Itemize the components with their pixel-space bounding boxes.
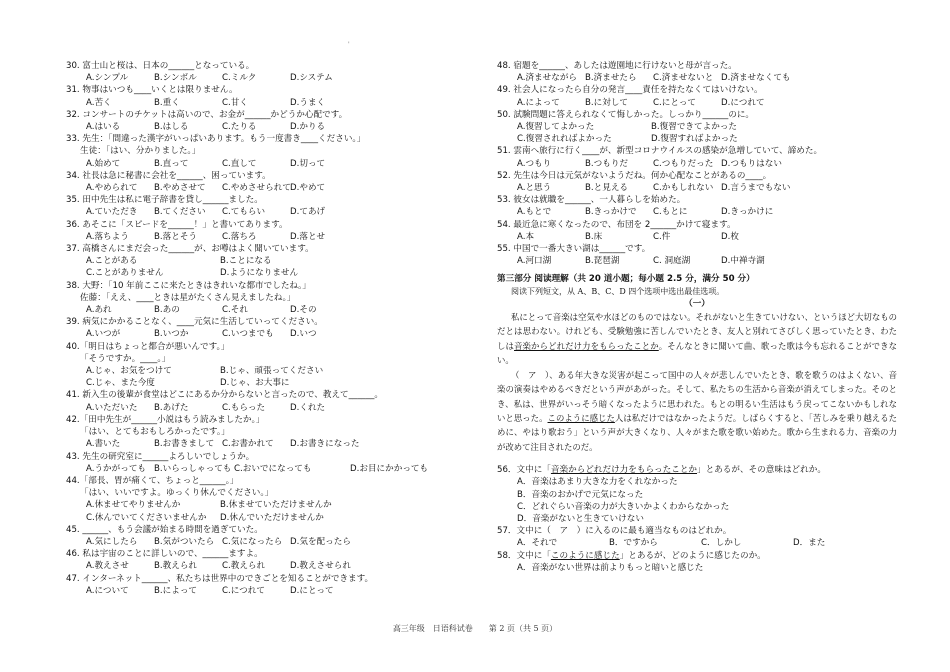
answer-option: D.くれた xyxy=(290,402,326,413)
answer-option: A.いつが xyxy=(86,329,121,340)
question-stem: 44.「部長、胃が痛くて、ちょっと______。」 xyxy=(66,475,239,486)
question-dialogue-line: 生徒：「はい、分かりました。」 xyxy=(80,146,201,157)
answer-option: D.落とせ xyxy=(290,231,326,242)
answer-option: C.件 xyxy=(653,231,671,242)
answer-option: B.に対して xyxy=(585,97,629,108)
question-stem: 42.「田中先生が______小説はもう読みましたか。」 xyxy=(66,414,265,425)
q58-underlined: このように感じた xyxy=(550,550,620,561)
p2-text-a: （ ア ）、ある年大きな災害が起こって国中の人々が悲しんでいたとき、歌を歌うのはよくない、音楽の演奏はやめるべきだという声があがった。そして、私たちの生活から音楽が消えてしまった。そのとき、私は、世界がいっそう暗くなったように思われた。もとの明るい生活はもう戻ってこないかもしれないと思った。 xyxy=(497,369,897,423)
answer-option: C.につれて xyxy=(222,585,265,596)
answer-option: A.落ちよう xyxy=(86,231,129,242)
option-row xyxy=(66,72,476,84)
answer-option: B.直って xyxy=(154,158,189,169)
question-stem: 31. 物事はいつも____いくとは限りません。 xyxy=(66,85,238,96)
option-row xyxy=(497,121,897,133)
q56-underlined: 音楽からどれだけ力をもらったことか xyxy=(550,465,698,476)
q56-post: 」とあるが、その意味はどれか。 xyxy=(697,465,826,476)
answer-option: B.と見える xyxy=(585,183,629,194)
p2-underlined: このように感じた xyxy=(547,412,615,423)
answer-option: B.じゃ、頑張ってください xyxy=(220,366,324,377)
option-row xyxy=(497,255,897,267)
answer-option: D.お目にかかっても xyxy=(350,463,429,474)
q57-option: A．それで xyxy=(517,538,558,549)
answer-option: D.気を配ったら xyxy=(290,536,351,547)
q58-option: A．音楽がない世界は前よりもっと暗いと感じた xyxy=(517,562,704,573)
answer-option: B.復習できてよかった xyxy=(651,122,737,133)
question-stem: 35. 田中先生は私に電子辞書を貸し______ました。 xyxy=(66,195,263,206)
option-row xyxy=(66,206,476,218)
answer-option: A.はいる xyxy=(86,122,121,133)
question-stem: 41. 新入生の後輩が食堂はどこにあるか分からないと言ったので、教えて______。 xyxy=(66,390,384,401)
answer-option: A.ことがある xyxy=(86,256,138,267)
answer-option: B.やめさせて xyxy=(154,183,206,194)
answer-option: D.いつ xyxy=(290,329,317,340)
answer-option: D.枚 xyxy=(721,231,739,242)
q57-options xyxy=(497,537,897,549)
answer-option: C.もとに xyxy=(653,207,688,218)
answer-option: D.かりる xyxy=(290,122,326,133)
passage-paragraph-1 xyxy=(497,310,897,368)
page-footer: 高三年级 日语科试卷 第 2 页（共 5 页） xyxy=(392,624,558,633)
option-row xyxy=(66,499,476,511)
answer-option: B.済ませたら xyxy=(585,73,637,84)
question-dialogue-line: 「はい、いいですよ。ゆっくり休んでください。」 xyxy=(80,488,274,499)
option-row xyxy=(66,536,476,548)
answer-option: A.と思う xyxy=(517,183,552,194)
answer-option: D.につれて xyxy=(721,97,765,108)
answer-option: A.シンプル xyxy=(86,73,129,84)
answer-option: D.うまく xyxy=(290,97,326,108)
answer-option: C.おいでになっても xyxy=(234,463,312,474)
question-stem: 34. 社長は急に秘書に会社を______、困っています。 xyxy=(66,170,271,181)
question-58 xyxy=(497,550,897,562)
answer-option: D.きっかけに xyxy=(721,207,774,218)
right-column xyxy=(497,60,897,574)
question-stem: 48. 宿題を______、あしたは遊園地に行けないと母が言った。 xyxy=(497,61,737,71)
answer-option: C.気になったら xyxy=(222,536,283,547)
answer-option: C.落ちろ xyxy=(222,231,257,242)
answer-option: B.床 xyxy=(585,231,603,242)
question-stem: 30. 富士山と桜は、日本の______となっている。 xyxy=(66,61,255,71)
question-stem: 51. 雲南へ旅行に行く____が、新型コロナウイルスの感染が急増していて、諦めた。 xyxy=(497,146,823,157)
answer-option: B.つもりだ xyxy=(585,158,629,169)
question-stem: 47. インターネット______、私たちは世界中のできごとを知ることができます。 xyxy=(66,573,374,584)
option-row xyxy=(66,158,476,170)
option-row xyxy=(66,97,476,109)
answer-option: A.あれ xyxy=(86,305,112,316)
q56-option: A．音楽はあまり大きな力をくれなかった xyxy=(517,477,678,488)
option-row xyxy=(66,267,476,279)
option-row xyxy=(66,255,476,267)
answer-option: C.たりる xyxy=(222,122,257,133)
answer-option: A.復習してよかった xyxy=(517,122,595,133)
answer-option: A.やめられて xyxy=(86,183,138,194)
answer-option: C.かもしれない xyxy=(653,183,714,194)
question-57: 57．文中に（ ア ）に入るのに最も適当なものはどれか。 xyxy=(497,526,732,537)
option-row xyxy=(66,402,476,414)
q58-post: 」とあるが、どのように感じたのか。 xyxy=(619,550,766,561)
answer-option: C.お書かれて xyxy=(222,439,274,450)
question-stem: 45. ______、もう会議が始まる時間を過ぎていた。 xyxy=(66,524,263,535)
answer-option: D.切って xyxy=(290,158,326,169)
answer-option: C.つもりだった xyxy=(653,158,714,169)
answer-option: C. 洞庭湖 xyxy=(653,256,691,267)
answer-option: B.てください xyxy=(154,207,206,218)
question-stem: 55. 中国で一番大きい湖は______です。 xyxy=(497,244,651,255)
answer-option: A.つもり xyxy=(517,158,552,169)
answer-option: A.もとで xyxy=(517,207,552,218)
question-stem: 46. 私は宇宙のことに詳しいので、______ますよ。 xyxy=(66,549,263,560)
answer-option: A.休ませてやりませんか xyxy=(86,500,181,511)
answer-option: C.もらった xyxy=(222,402,266,413)
answer-option: C.やめさせられて xyxy=(222,183,291,194)
answer-option: C.済ませないと xyxy=(653,73,714,84)
option-row xyxy=(66,438,476,450)
answer-option: B.シンボル xyxy=(154,73,197,84)
option-row xyxy=(497,182,897,194)
question-stem: 38. 大野：「10 年前ここに来たときはきれいな都市でしたね。」 xyxy=(66,280,311,291)
question-stem: 37. 高橋さんにまだ会った______が、お噂はよく聞いています。 xyxy=(66,244,314,255)
answer-option: B.休ませていただけませんか xyxy=(220,500,332,511)
option-row xyxy=(497,206,897,218)
question-dialogue-line: 佐藤：「ええ、____ときは星がたくさん見えましたね。」 xyxy=(80,292,296,303)
q57-option: D．また xyxy=(793,538,826,549)
option-row xyxy=(66,365,476,377)
answer-option: B.教えられ xyxy=(154,561,198,572)
section3-instruction: 阅读下列短文，从 A、B、C、D 四个选项中选出最佳选项。 xyxy=(511,286,725,296)
answer-option: D.済ませなくても xyxy=(721,73,791,84)
answer-option: B.お書きまして xyxy=(154,439,215,450)
answer-option: A.によって xyxy=(517,97,560,108)
answer-option: A.うかがっても xyxy=(86,463,147,474)
answer-option: A.本 xyxy=(517,231,535,242)
answer-option: D.じゃ、お大事に xyxy=(220,378,290,389)
answer-option: A.河口湖 xyxy=(517,256,552,267)
answer-option: B.いらっしゃっても xyxy=(154,463,232,474)
q57-option: B．ですから xyxy=(609,538,658,549)
answer-option: D.その xyxy=(290,305,317,316)
answer-option: C.ミルク xyxy=(222,73,257,84)
answer-option: B.ことになる xyxy=(220,256,272,267)
answer-option: B.あの xyxy=(154,305,180,316)
section3-title: 第三部分 阅读理解（共 20 道小题；每小题 2.5 分，满分 50 分） xyxy=(497,274,755,285)
answer-option: D.システム xyxy=(290,73,333,84)
option-row xyxy=(497,158,897,170)
answer-option: B.あげた xyxy=(154,402,189,413)
question-stem: 32. コンサートのチケットは高いので、お金が______かどうか心配です。 xyxy=(66,109,348,120)
question-stem: 36. あそこに「スピードを______！」と書いてあります。 xyxy=(66,219,288,230)
p2-text-b: 人は私だけではなかったようだ。しばらくすると、「苦しみを乗り越えるために、やはり歌おう」という声が大きくなり、人々がまた歌を歌い始めた。歌から生まれる力、音楽の力が改めて注目されたのだ。 xyxy=(497,412,897,452)
answer-option: D.にとって xyxy=(290,585,334,596)
question-stem: 54. 最近急に寒くなったので、布団を 2______かけて寝ます。 xyxy=(497,219,736,230)
question-stem: 40.「明日はちょっと都合が悪いんです。」 xyxy=(66,341,230,352)
question-dialogue-line: 「はい、とてもおもしろかったです。」 xyxy=(80,427,230,438)
option-row xyxy=(66,231,476,243)
answer-option: C.復習されればよかった xyxy=(517,134,612,145)
answer-option: A.書いた xyxy=(86,439,121,450)
option-row xyxy=(66,512,476,524)
p1-text-b: 。そんなときに聞いて曲、歌った歌は今も忘れることができない。 xyxy=(497,340,898,366)
q56-pre: 56．文中に「 xyxy=(497,465,551,476)
answer-option: B.気がついたら xyxy=(154,536,215,547)
question-stem: 33. 先生：「間違った漢字がいっぱいあります。もう一度書き____ください。」 xyxy=(66,134,366,145)
option-row xyxy=(66,560,476,572)
q56-option: D．音楽がないと生きていけない xyxy=(517,513,644,524)
answer-option: C.直して xyxy=(222,158,257,169)
question-stem: 43. 先生の研究室に______よろしいでしょうか。 xyxy=(66,451,255,462)
question-stem: 52. 先生は今日は元気がないようだね。何か心配なことがあるの____。 xyxy=(497,170,772,181)
answer-option: D.つもりはない xyxy=(721,158,782,169)
question-stem: 49. 社会人になったら自分の発言____責任を持たなくてはいけない。 xyxy=(497,85,763,96)
p1-underlined: 音楽からどれだけ力をもらったことか xyxy=(514,340,659,351)
answer-option: A.苦く xyxy=(86,97,112,108)
answer-option: A.について xyxy=(86,585,129,596)
answer-option: A.いただいた xyxy=(86,402,138,413)
option-row xyxy=(497,72,897,84)
answer-option: D.教えさせられ xyxy=(290,561,351,572)
q56-option: C．どれぐらい音楽の力が大きいかよくわからなかった xyxy=(517,501,730,512)
option-row xyxy=(497,231,897,243)
answer-option: C.ことがありません xyxy=(86,268,164,279)
answer-option: D.お書きになった xyxy=(290,439,360,450)
answer-option: B.はしる xyxy=(154,122,189,133)
question-56 xyxy=(497,464,897,476)
passage-number: （一） xyxy=(684,298,710,309)
answer-option: C.じゃ、また今度 xyxy=(86,378,155,389)
q58-pre: 58．文中に「 xyxy=(497,550,551,561)
answer-option: A.じゃ、お気をつけて xyxy=(86,366,172,377)
answer-option: D.休んでいただけませんか xyxy=(220,512,324,523)
answer-option: B.によって xyxy=(154,585,198,596)
answer-option: B.落とそう xyxy=(154,231,198,242)
option-row xyxy=(66,121,476,133)
answer-option: C.休んでいてくださいませんか xyxy=(86,512,207,523)
option-row xyxy=(66,182,476,194)
answer-option: B.琵琶湖 xyxy=(585,256,620,267)
option-row xyxy=(497,97,897,109)
answer-option: B.重く xyxy=(154,97,180,108)
option-row xyxy=(66,328,476,340)
question-stem: 39. 病気にかかることなく、____元気に生活していってください。 xyxy=(66,317,323,328)
option-row xyxy=(66,304,476,316)
answer-option: C.甘く xyxy=(222,97,248,108)
answer-option: A.済ませながら xyxy=(517,73,578,84)
answer-option: C.いつまでも xyxy=(222,329,274,340)
answer-option: A.ていただき xyxy=(86,207,138,218)
answer-option: A.始めて xyxy=(86,158,121,169)
option-row xyxy=(66,463,476,475)
passage-paragraph-2 xyxy=(497,368,897,454)
page-mark: ' xyxy=(348,41,350,48)
p1-text-a: 私にとって音楽は空気や水ほどのものではない。それがないと生きていけない、というほど大切なものだとは思わない。けれども、受験勉強に苦しんでいたとき、友人と別れてさびしく思っていたとき、わたしは xyxy=(497,312,897,351)
answer-option: C.教えられ xyxy=(222,561,266,572)
answer-option: D.復習すればよかった xyxy=(651,134,738,145)
answer-option: D.てあげ xyxy=(290,207,326,218)
question-stem: 50. 試験問題に答えられなくて悔しかった。しっかり______のに。 xyxy=(497,109,755,120)
option-row xyxy=(66,585,476,597)
question-stem: 53. 彼女は就職を______、一人暮らしを始めた。 xyxy=(497,195,686,206)
answer-option: C.それ xyxy=(222,305,248,316)
q56-option: B．音楽のおかげで元気になった xyxy=(517,489,644,500)
answer-option: C.てもらい xyxy=(222,207,266,218)
answer-option: A.気にしたら xyxy=(86,536,138,547)
answer-option: D.ようになりません xyxy=(220,268,299,279)
answer-option: D.中禅寺湖 xyxy=(721,256,765,267)
answer-option: C.にとって xyxy=(653,97,696,108)
answer-option: D.やめて xyxy=(290,183,326,194)
question-dialogue-line: 「そうですか。____。」 xyxy=(80,353,171,364)
answer-option: B.きっかけで xyxy=(585,207,637,218)
right-questions xyxy=(497,60,897,267)
q57-option: C．しかし xyxy=(701,538,742,549)
answer-option: D.言うまでもない xyxy=(721,183,791,194)
option-row xyxy=(497,133,897,145)
answer-option: A.教えさせ xyxy=(86,561,129,572)
option-row xyxy=(66,377,476,389)
left-column xyxy=(66,60,476,597)
answer-option: B.いつか xyxy=(154,329,189,340)
